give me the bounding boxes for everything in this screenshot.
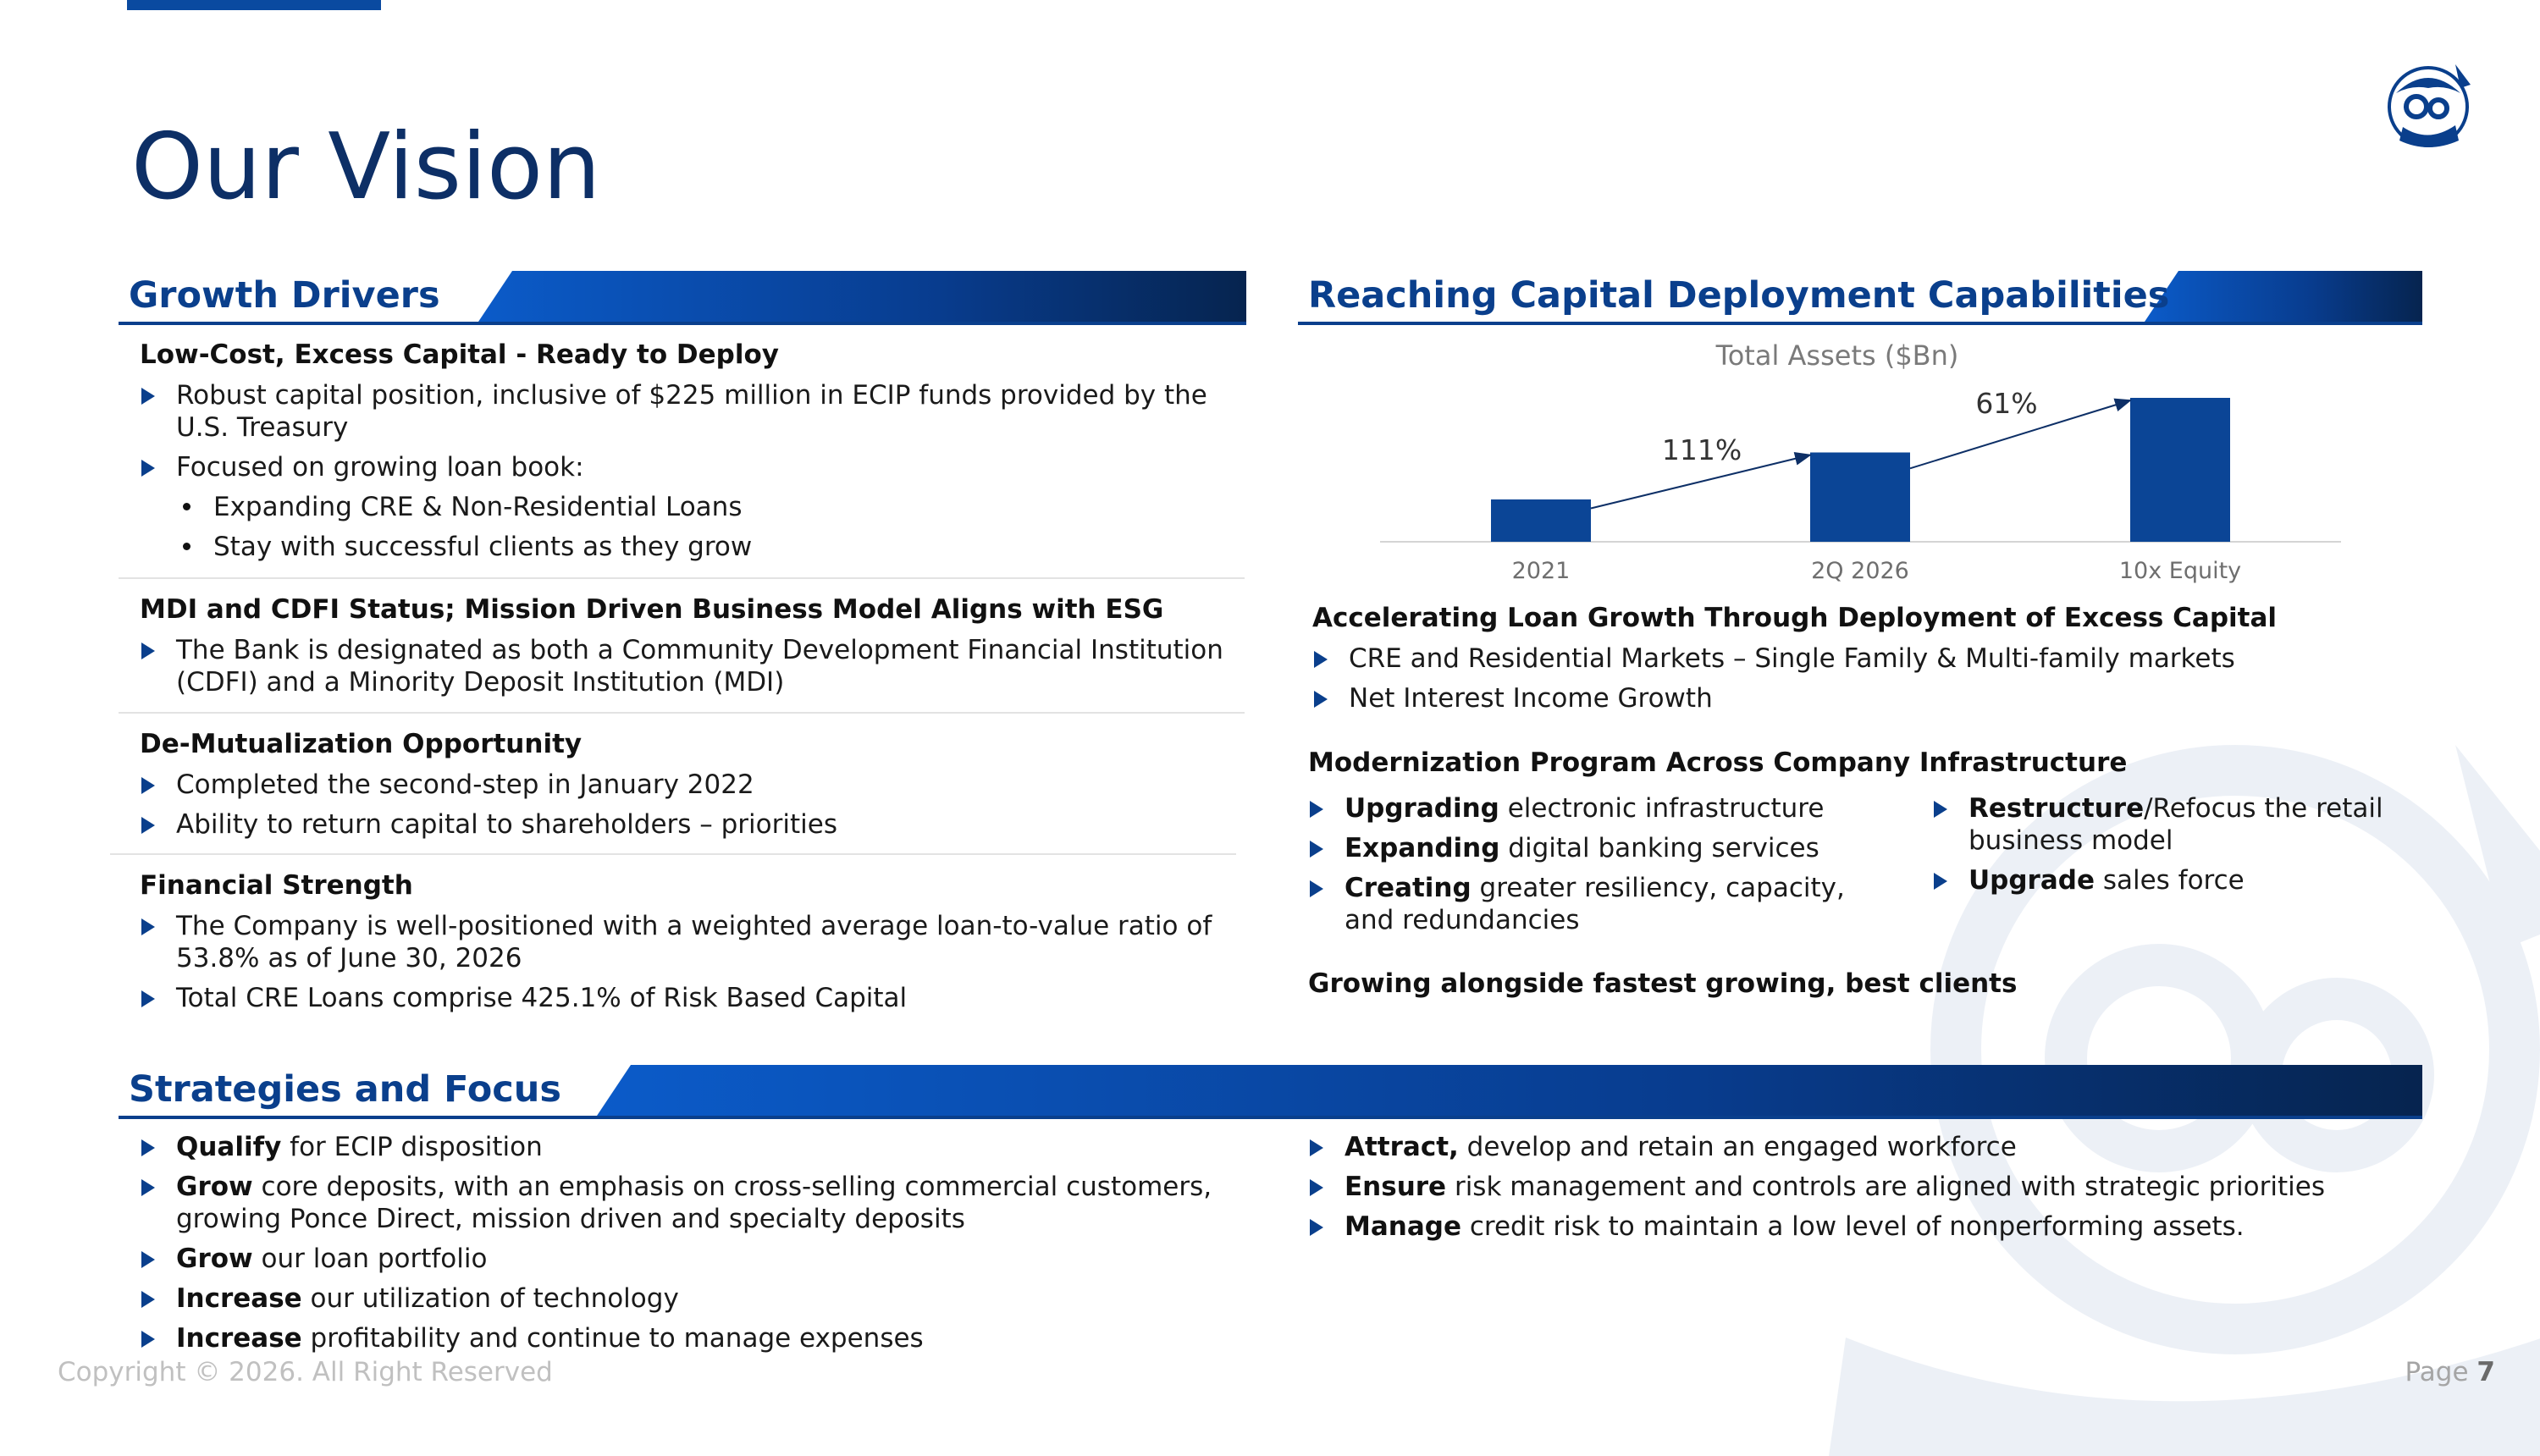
growth-drivers-header (119, 271, 1246, 325)
total-assets-chart (1321, 334, 2354, 597)
chart-tick-label: 2Q 2026 (1811, 558, 1909, 584)
bullet-triangle-icon (141, 460, 155, 477)
bullet-triangle-icon (1310, 1219, 1323, 1236)
loan-growth-section (1312, 601, 2413, 714)
bullet-triangle-icon (1310, 801, 1323, 818)
chart-title: Total Assets ($Bn) (1715, 339, 1959, 372)
capital-section (140, 338, 1240, 563)
list-item: CRE and Residential Markets – Single Family & Multi-family markets (1312, 643, 2413, 675)
company-logo (2377, 59, 2479, 164)
page-number: Page 7 (2405, 1357, 2495, 1387)
list-item: Net Interest Income Growth (1312, 682, 2413, 714)
bullet-triangle-icon (141, 817, 155, 834)
bullet-triangle-icon (1934, 801, 1947, 818)
page-title: Our Vision (131, 114, 601, 220)
strategies-title: Strategies and Focus (129, 1068, 561, 1111)
mdi-section (140, 593, 1240, 698)
section-divider (119, 712, 1245, 714)
mdi-heading: MDI and CDFI Status; Mission Driven Business Model Aligns with ESG (140, 594, 1164, 625)
bullet-triangle-icon (1314, 691, 1328, 708)
demutualization-section (140, 727, 1240, 841)
bullet-triangle-icon (1310, 1139, 1323, 1156)
modernization-right-list (1932, 785, 2423, 896)
bullet-triangle-icon (1310, 880, 1323, 897)
bullet-triangle-icon (141, 777, 155, 794)
bullet-triangle-icon (1310, 1179, 1323, 1196)
bullet-triangle-icon (141, 1291, 155, 1308)
modernization-heading: Modernization Program Across Company Infrastructure (1308, 747, 2128, 778)
strategies-left-list (140, 1123, 1240, 1354)
strategies-right-list (1308, 1123, 2426, 1243)
list-item: Focused on growing loan book: (140, 451, 1240, 483)
chart-bar (2130, 398, 2230, 542)
financial-strength-section (140, 869, 1240, 1014)
bullet-triangle-icon (1314, 651, 1328, 668)
sub-list-item: Expanding CRE & Non-Residential Loans (140, 491, 1240, 523)
capital-deployment-header (1298, 271, 2422, 325)
bullet-triangle-icon (141, 1251, 155, 1268)
list-item: Completed the second-step in January 2022 (140, 769, 1240, 801)
bullet-triangle-icon (141, 1179, 155, 1196)
top-accent-bar (127, 0, 381, 10)
list-item: Increase our utilization of technology (140, 1282, 1240, 1315)
growing-statement: Growing alongside fastest growing, best clients (1308, 968, 2018, 999)
bullet-triangle-icon (141, 990, 155, 1007)
list-item: Upgrade sales force (1932, 864, 2423, 896)
copyright-text: Copyright © 2026. All Right Reserved (58, 1357, 553, 1387)
bullet-dot-icon (183, 543, 190, 550)
capital-heading: Low-Cost, Excess Capital - Ready to Deploy (140, 339, 780, 370)
growth-annotation: 111% (1661, 433, 1742, 466)
bullet-triangle-icon (141, 1331, 155, 1348)
sub-list-item: Stay with successful clients as they grow (140, 531, 1240, 563)
modernization-heading-block (1308, 746, 2409, 780)
list-item: Grow our loan portfolio (140, 1243, 1240, 1275)
list-item: Ability to return capital to shareholders – priorities (140, 808, 1240, 841)
strategies-header (119, 1065, 2422, 1119)
list-item: The Bank is designated as both a Community Development Financial Institution (CDFI) and a Minority Deposit Institution (MDI) (140, 634, 1240, 698)
bullet-triangle-icon (141, 643, 155, 659)
bullet-triangle-icon (1934, 873, 1947, 890)
chart-tick-label: 2021 (1511, 558, 1571, 584)
list-item: Creating greater resiliency, capacity, and redundancies (1308, 872, 1850, 936)
section-divider (119, 577, 1245, 579)
bullet-dot-icon (183, 503, 190, 510)
bullet-triangle-icon (141, 918, 155, 935)
growth-annotation: 61% (1975, 387, 2038, 420)
list-item: Robust capital position, inclusive of $225 million in ECIP funds provided by the U.S. Treasury (140, 379, 1240, 444)
list-item: Grow core deposits, with an emphasis on cross-selling commercial customers, growing Ponce Direct, mission driven and specialty deposits (140, 1171, 1240, 1235)
list-item: Manage credit risk to maintain a low level of nonperforming assets. (1308, 1211, 2426, 1243)
list-item: Ensure risk management and controls are aligned with strategic priorities (1308, 1171, 2426, 1203)
chart-tick-label: 10x Equity (2118, 558, 2242, 584)
list-item: Increase profitability and continue to manage expenses (140, 1322, 1240, 1354)
bullet-triangle-icon (1310, 841, 1323, 858)
list-item: Upgrading electronic infrastructure (1308, 792, 1850, 825)
list-item: Attract, develop and retain an engaged workforce (1308, 1131, 2426, 1163)
section-divider (110, 853, 1236, 855)
list-item: Qualify for ECIP disposition (140, 1131, 1240, 1163)
financial-strength-heading: Financial Strength (140, 870, 413, 901)
loan-growth-heading: Accelerating Loan Growth Through Deployment of Excess Capital (1312, 603, 2278, 633)
bullet-triangle-icon (141, 388, 155, 405)
capital-deployment-title: Reaching Capital Deployment Capabilities (1308, 274, 2170, 317)
list-item: Expanding digital banking services (1308, 832, 1850, 864)
growth-drivers-title: Growth Drivers (129, 274, 440, 317)
modernization-left-list (1308, 785, 1850, 936)
list-item: Restructure/Refocus the retail business model (1932, 792, 2423, 857)
list-item: Total CRE Loans comprise 425.1% of Risk Based Capital (140, 982, 1240, 1014)
bullet-triangle-icon (141, 1139, 155, 1156)
chart-bar (1491, 499, 1591, 542)
demutualization-heading: De-Mutualization Opportunity (140, 729, 583, 759)
list-item: The Company is well-positioned with a weighted average loan-to-value ratio of 53.8% as of June 30, 2026 (140, 910, 1240, 974)
chart-bar (1810, 453, 1910, 543)
